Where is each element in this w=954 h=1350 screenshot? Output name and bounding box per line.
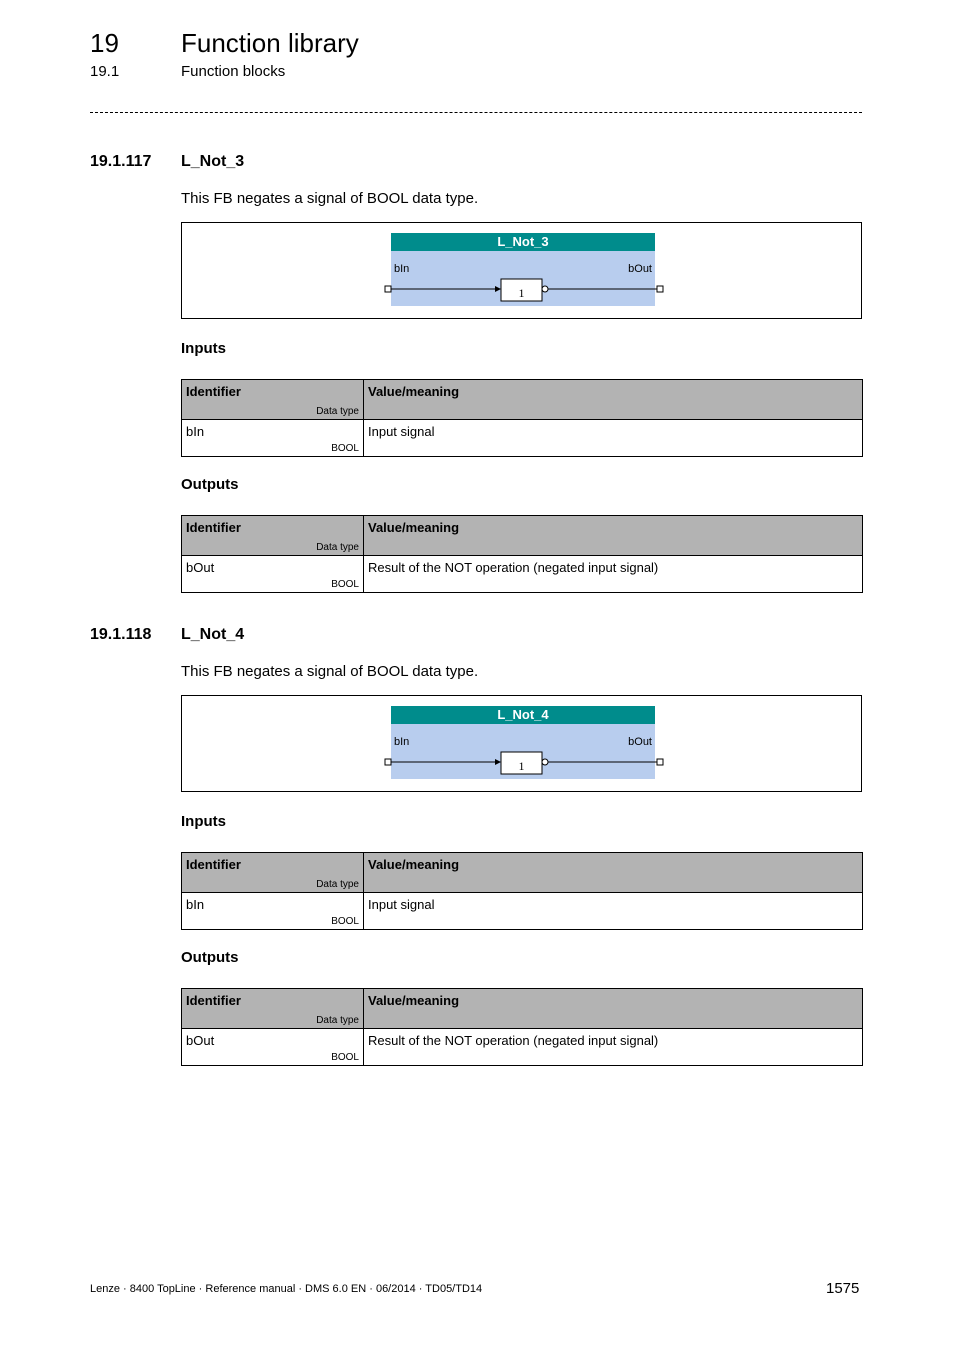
value-header-label: Value/meaning xyxy=(368,857,460,872)
data-type-header-label: Data type xyxy=(316,1015,359,1026)
identifier-header xyxy=(182,989,364,1029)
outputs-table xyxy=(181,515,863,593)
identifier-header-label: Identifier xyxy=(186,993,241,1008)
identifier-cell xyxy=(182,420,364,457)
function-block-title: L_Not_4 xyxy=(391,706,655,724)
identifier-header xyxy=(182,380,364,420)
function-block xyxy=(391,706,655,779)
input-pin xyxy=(385,286,391,292)
outputs-table xyxy=(181,988,863,1066)
header-divider xyxy=(90,112,862,113)
table-header-row xyxy=(182,989,863,1029)
output-label: bOut xyxy=(628,263,652,275)
section-number: 19.1 xyxy=(90,63,120,80)
outputs-heading: Outputs xyxy=(181,476,239,493)
data-type-value: BOOL xyxy=(331,916,359,927)
gate-symbol: 1 xyxy=(518,759,525,773)
table-row xyxy=(182,893,863,930)
chapter-title: Function library xyxy=(181,28,359,58)
output-pin xyxy=(657,759,663,765)
value-text: Input signal xyxy=(368,424,435,439)
value-cell xyxy=(364,556,863,593)
table-row xyxy=(182,1029,863,1066)
footer-text: Lenze · 8400 TopLine · Reference manual · DMS 6.0 EN · 06/2014 · TD05/TD14 xyxy=(90,1283,483,1295)
value-header xyxy=(364,989,863,1029)
subsection-number: 19.1.117 xyxy=(90,153,152,170)
function-block-figure xyxy=(181,695,862,792)
value-text: Result of the NOT operation (negated input signal) xyxy=(368,1033,659,1048)
subsection-title: L_Not_3 xyxy=(181,153,245,170)
data-type-header-label: Data type xyxy=(316,542,359,553)
identifier-header xyxy=(182,853,364,893)
subsection-title: L_Not_4 xyxy=(181,626,245,643)
negation-bubble xyxy=(542,286,548,292)
value-cell xyxy=(364,893,863,930)
value-header xyxy=(364,516,863,556)
negation-bubble xyxy=(542,759,548,765)
section-title: Function blocks xyxy=(181,63,286,80)
inputs-table xyxy=(181,852,863,930)
value-header-label: Value/meaning xyxy=(368,384,460,399)
identifier-header-label: Identifier xyxy=(186,384,241,399)
subsection-description: This FB negates a signal of BOOL data type. xyxy=(181,663,479,680)
output-pin xyxy=(657,286,663,292)
identifier-value: bIn xyxy=(186,897,205,912)
value-header-label: Value/meaning xyxy=(368,520,460,535)
input-label: bIn xyxy=(394,736,410,748)
table-header-row xyxy=(182,380,863,420)
identifier-header xyxy=(182,516,364,556)
data-type-header-label: Data type xyxy=(316,406,359,417)
table-header-row xyxy=(182,853,863,893)
value-header-label: Value/meaning xyxy=(368,993,460,1008)
identifier-header-label: Identifier xyxy=(186,520,241,535)
data-type-value: BOOL xyxy=(331,1052,359,1063)
gate-symbol: 1 xyxy=(518,286,525,300)
value-cell xyxy=(364,1029,863,1066)
identifier-value: bOut xyxy=(186,560,215,575)
data-type-header-label: Data type xyxy=(316,879,359,890)
inputs-table xyxy=(181,379,863,457)
function-block-figure xyxy=(181,222,862,319)
function-block-title: L_Not_3 xyxy=(391,233,655,251)
data-type-value: BOOL xyxy=(331,443,359,454)
table-row xyxy=(182,420,863,457)
outputs-heading: Outputs xyxy=(181,949,239,966)
inputs-heading: Inputs xyxy=(181,813,226,830)
identifier-header-label: Identifier xyxy=(186,857,241,872)
identifier-cell xyxy=(182,556,364,593)
inputs-heading: Inputs xyxy=(181,340,226,357)
table-row xyxy=(182,556,863,593)
table-header-row xyxy=(182,516,863,556)
value-header xyxy=(364,853,863,893)
page-number: 1575 xyxy=(826,1280,860,1297)
value-text: Input signal xyxy=(368,897,435,912)
data-type-value: BOOL xyxy=(331,579,359,590)
value-cell xyxy=(364,420,863,457)
identifier-cell xyxy=(182,1029,364,1066)
function-block xyxy=(391,233,655,306)
subsection-description: This FB negates a signal of BOOL data type. xyxy=(181,190,479,207)
subsection-number: 19.1.118 xyxy=(90,626,152,643)
value-header xyxy=(364,380,863,420)
identifier-value: bIn xyxy=(186,424,205,439)
identifier-value: bOut xyxy=(186,1033,215,1048)
input-label: bIn xyxy=(394,263,410,275)
value-text: Result of the NOT operation (negated input signal) xyxy=(368,560,659,575)
chapter-number: 19 xyxy=(90,28,119,58)
output-label: bOut xyxy=(628,736,652,748)
identifier-cell xyxy=(182,893,364,930)
input-pin xyxy=(385,759,391,765)
